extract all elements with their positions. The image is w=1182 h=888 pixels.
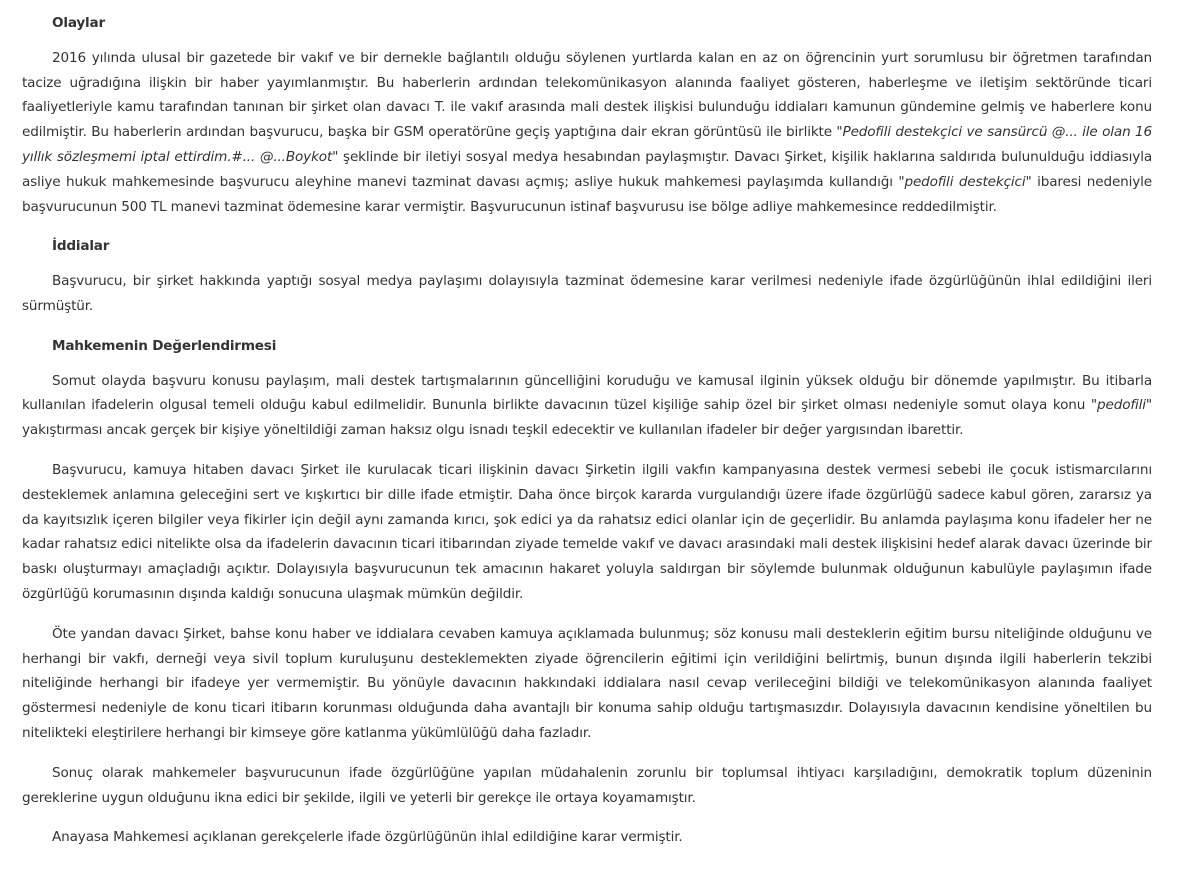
text-segment: Sonuç olarak mahkemeler başvurucunun ifade özgürlüğüne yapılan müdahalenin zorunlu bir toplumsal ihtiyacı karşıladığını, demokratik toplum düzeninin gereklerine uygun olduğunu ikna edici bir şekilde, ilgili ve yeterli bir gerekçe ile ortaya koyamamıştır. (22, 764, 1152, 806)
paragraph-iddialar-1 (22, 269, 1152, 319)
quoted-phrase-italic: "pedofili destekçici" (898, 173, 1032, 190)
text-segment: ibaresi nedeniyle başvurucunun 500 TL manevi tazminat ödemesine karar vermiştir. Başvurucunun istinaf başvurusu ise bölge adliye mahkemesince reddedilmiştir. (22, 173, 1152, 215)
section-heading-iddialar: İddialar (52, 238, 110, 255)
quoted-word-italic: pedofili (1097, 397, 1146, 414)
quoted-post-italic: Pedofili destekçici ve sansürcü @... ile olan 16 yıllık sözleşmemi iptal ettirdim.#... @...Boykot (22, 124, 1153, 165)
text-segment: " yakıştırması ancak gerçek bir kişiye yöneltildiği zaman haksız olgu isnadı teşkil edecektir ve kullanılan ifadeler bir değer yargısından ibarettir. (22, 397, 1152, 439)
text-segment: Anayasa Mahkemesi açıklanan gerekçelerle ifade özgürlüğünün ihlal edildiğine karar vermiştir. (52, 829, 683, 846)
paragraph-degerlendirme-3 (22, 622, 1152, 746)
paragraph-degerlendirme-4 (22, 761, 1152, 811)
paragraph-degerlendirme-2 (22, 458, 1152, 607)
paragraph-olaylar-1 (22, 46, 1152, 220)
text-segment: Başvurucu, kamuya hitaben davacı Şirket ile kurulacak ticari ilişkinin davacı Şirketin ilgili vakfın kampanyasına destek vermesi sebebi ile çocuk istismarcılarını desteklemek anlamına geleceğini sert ve kışkırtıcı bir dille ifade etmiştir. Daha önce birçok kararda vurgulandığı üzere ifade özgürlüğü sadece kabul gören, zararsız ya da kayıtsızlık içeren bilgiler veya fikirler için değil aynı zamanda kırıcı, şok edici ya da rahatsız edici olanlar için de geçerlidir. Bu anlamda paylaşıma konu ifadeler her ne kadar rahatsız edici nitelikte olsa da ifadelerin davacının ticari itibarından ziyade temelde vakıf ve davacı arasındaki mali destek ilişkisini hedef alarak davacı üzerinde bir baskı oluşturmayı amaçladığı açıktır. Dolayısıyla başvurucunun tek amacının hakaret yoluyla saldırgan bir söylemde bulunmak olduğunun kabulüyle paylaşımın ifade özgürlüğü korumasının dışında kaldığı sonucuna ulaşmak mümkün değildir. (22, 461, 1152, 602)
text-segment: Somut olayda başvuru konusu paylaşım, mali destek tartışmalarının güncelliğini koruduğu ve kamusal ilginin yüksek olduğu bir dönemde yapılmıştır. Bu itibarla kullanılan ifadelerin olgusal temeli olduğu kabul edilmelidir. Bununla birlikte davacının tüzel kişiliğe sahip özel bir şirket olması nedeniyle somut olaya konu " (22, 372, 1152, 414)
section-heading-olaylar: Olaylar (52, 15, 105, 31)
text-segment: Başvurucu, bir şirket hakkında yaptığı sosyal medya paylaşımı dolayısıyla tazminat ödemesine karar verilmesi nedeniyle ifade özgürlüğünün ihlal edildiğini ileri sürmüştür. (22, 273, 1152, 314)
section-heading-degerlendirme: Mahkemenin Değerlendirmesi (52, 337, 277, 354)
text-segment: Öte yandan davacı Şirket, bahse konu haber ve iddialara cevaben kamuya açıklamada bulunmuş; söz konusu mali desteklerin eğitim bursu niteliğinde olduğunu ve herhangi bir vakfı, derneği veya sivil toplum kuruluşunu desteklemekten ziyade öğrencilerin eğitimi için verildiğini belirtmiş, bunun dışında ilgili haberlerin tekzibi niteliğinde herhangi bir ifadeye yer vermemiştir. Bu yönüyle davacının hakkındaki iddialara nasıl cevap verileceğini bildiği ve telekomünikasyon alanında faaliyet göstermesi nedeniyle de konu ticari itibarın korunması olduğunda daha avantajlı bir konuma sahip olduğu tartışmasızdır. Dolayısıyla davacının kendisine yöneltilen bu nitelikteki eleştirilere herhangi bir kimseye göre katlanma yükümlülüğü daha fazladır. (22, 625, 1152, 741)
text-segment: " şeklinde bir iletiyi sosyal medya hesabından paylaşmıştır. Davacı Şirket, kişilik haklarına saldırıda bulunulduğu iddiasıyla asliye hukuk mahkemesinde başvurucu aleyhine manevi tazminat davası açmış; asliye hukuk mahkemesi paylaşımda kullandığı (22, 148, 1153, 190)
text-segment: 2016 yılında ulusal bir gazetede bir vakıf ve bir dernekle bağlantılı olduğu söylenen yurtlarda kalan en az on öğrencinin yurt sorumlusu bir öğretmen tarafından tacize uğradığına ilişkin bir haber yayımlanmıştır. Bu haberlerin ardından telekomünikasyon alanında faaliyet gösteren, haberleşme ve iletişim sektöründe ticari faaliyetleriyle kamu tarafından tanınan bir şirket olan davacı T. ile vakıf arasında mali destek ilişkisi bulunduğu iddiaları kamunun gündemine gelmiş ve haberlere konu edilmiştir. Bu haberlerin ardından başvurucu, başka bir GSM operatörüne geçiş yaptığına dair ekran görüntüsü ile birlikte " (22, 49, 1152, 141)
paragraph-degerlendirme-1 (22, 369, 1152, 443)
paragraph-degerlendirme-5 (22, 825, 1152, 850)
document-body (22, 0, 1152, 850)
